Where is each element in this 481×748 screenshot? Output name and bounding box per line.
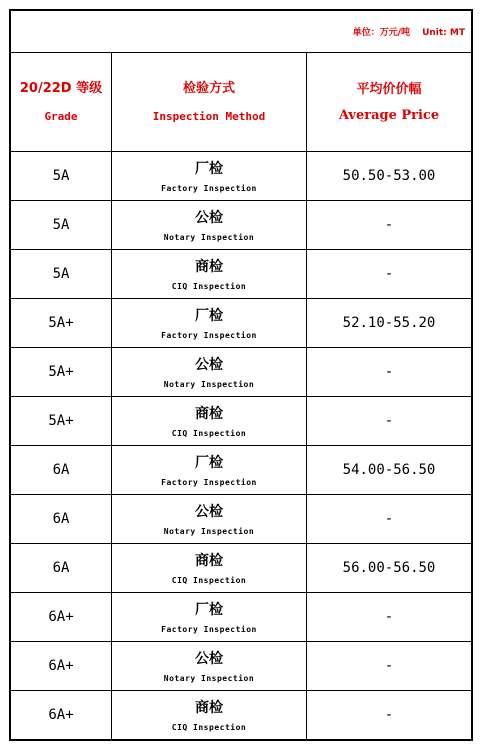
grade-cell — [11, 152, 112, 201]
price-value: - — [384, 266, 394, 282]
method-header-zh: 检验方式 — [182, 81, 235, 96]
grade-cell — [11, 348, 112, 397]
grade-value: 6A+ — [48, 658, 74, 674]
grade-cell — [11, 446, 112, 495]
unit-label-en: Unit: MT — [422, 28, 465, 38]
price-value: 52.10-55.20 — [342, 315, 436, 331]
method-zh: 公检 — [195, 210, 223, 226]
grade-cell — [11, 250, 112, 299]
table-row — [11, 593, 472, 642]
grade-value: 6A — [52, 511, 70, 527]
price-table — [10, 10, 472, 740]
grade-cell — [11, 397, 112, 446]
method-en: CIQ Inspection — [171, 429, 247, 438]
price-header-en: Average Price — [338, 108, 440, 123]
method-en: CIQ Inspection — [171, 723, 247, 732]
price-cell — [307, 397, 472, 446]
price-value: - — [384, 707, 394, 723]
grade-value: 5A — [52, 266, 70, 282]
method-en: Factory Inspection — [161, 184, 257, 193]
method-zh: 商检 — [195, 553, 223, 569]
price-cell — [307, 152, 472, 201]
method-cell — [112, 691, 307, 740]
method-cell — [112, 446, 307, 495]
grade-header-en: Grade — [44, 110, 78, 123]
method-cell — [112, 397, 307, 446]
price-cell — [307, 201, 472, 250]
price-value: - — [384, 511, 394, 527]
table-row — [11, 250, 472, 299]
price-value: - — [384, 217, 394, 233]
method-cell — [112, 544, 307, 593]
method-cell — [112, 152, 307, 201]
method-en: CIQ Inspection — [171, 282, 247, 291]
grade-value: 5A — [52, 168, 70, 184]
grade-cell — [11, 593, 112, 642]
method-cell — [112, 299, 307, 348]
unit-row — [11, 11, 472, 53]
price-value: 50.50-53.00 — [342, 168, 436, 184]
table-row — [11, 446, 472, 495]
grade-value: 5A+ — [48, 364, 74, 380]
grade-cell — [11, 299, 112, 348]
price-value: 56.00-56.50 — [342, 560, 436, 576]
method-zh: 厂检 — [195, 602, 223, 618]
method-zh: 厂检 — [195, 455, 223, 471]
grade-header-zh: 20/22D 等级 — [19, 81, 103, 96]
method-en: CIQ Inspection — [171, 576, 247, 585]
price-cell — [307, 691, 472, 740]
method-en: Factory Inspection — [161, 331, 257, 340]
table-row — [11, 642, 472, 691]
method-zh: 商检 — [195, 259, 223, 275]
method-zh: 公检 — [195, 504, 223, 520]
price-cell — [307, 495, 472, 544]
price-cell — [307, 348, 472, 397]
method-cell — [112, 250, 307, 299]
table-row — [11, 152, 472, 201]
grade-value: 6A — [52, 560, 70, 576]
price-header-zh: 平均价价幅 — [356, 82, 422, 97]
method-en: Notary Inspection — [163, 674, 255, 683]
price-value: - — [384, 609, 394, 625]
price-cell — [307, 446, 472, 495]
price-value: - — [384, 413, 394, 429]
method-header — [112, 53, 307, 152]
grade-value: 6A — [52, 462, 70, 478]
price-header — [307, 53, 472, 152]
table-row — [11, 201, 472, 250]
method-en: Notary Inspection — [163, 380, 255, 389]
method-zh: 厂检 — [195, 161, 223, 177]
price-value: - — [384, 658, 394, 674]
grade-cell — [11, 691, 112, 740]
table-row — [11, 495, 472, 544]
method-header-en: Inspection Method — [152, 110, 266, 123]
grade-value: 5A+ — [48, 315, 74, 331]
method-zh: 商检 — [195, 700, 223, 716]
grade-value: 5A — [52, 217, 70, 233]
price-cell — [307, 642, 472, 691]
table-row — [11, 544, 472, 593]
method-en: Notary Inspection — [163, 233, 255, 242]
grade-header — [11, 53, 112, 152]
method-cell — [112, 201, 307, 250]
price-value: - — [384, 364, 394, 380]
grade-cell — [11, 642, 112, 691]
method-zh: 公检 — [195, 357, 223, 373]
table-row — [11, 691, 472, 740]
method-en: Factory Inspection — [161, 478, 257, 487]
grade-value: 6A+ — [48, 609, 74, 625]
grade-value: 6A+ — [48, 707, 74, 723]
price-cell — [307, 250, 472, 299]
method-cell — [112, 642, 307, 691]
method-cell — [112, 593, 307, 642]
table-row — [11, 397, 472, 446]
table-row — [11, 348, 472, 397]
grade-cell — [11, 201, 112, 250]
price-table-sheet — [9, 9, 473, 741]
method-zh: 公检 — [195, 651, 223, 667]
unit-label: 单位：万元/吨 — [352, 28, 411, 38]
table-row — [11, 299, 472, 348]
method-zh: 厂检 — [195, 308, 223, 324]
grade-cell — [11, 544, 112, 593]
price-cell — [307, 299, 472, 348]
header-row — [11, 53, 472, 152]
unit-cell — [11, 11, 472, 53]
grade-cell — [11, 495, 112, 544]
price-value: 54.00-56.50 — [342, 462, 436, 478]
price-cell — [307, 593, 472, 642]
method-en: Factory Inspection — [161, 625, 257, 634]
grade-value: 5A+ — [48, 413, 74, 429]
method-cell — [112, 348, 307, 397]
method-zh: 商检 — [195, 406, 223, 422]
method-en: Notary Inspection — [163, 527, 255, 536]
method-cell — [112, 495, 307, 544]
price-cell — [307, 544, 472, 593]
